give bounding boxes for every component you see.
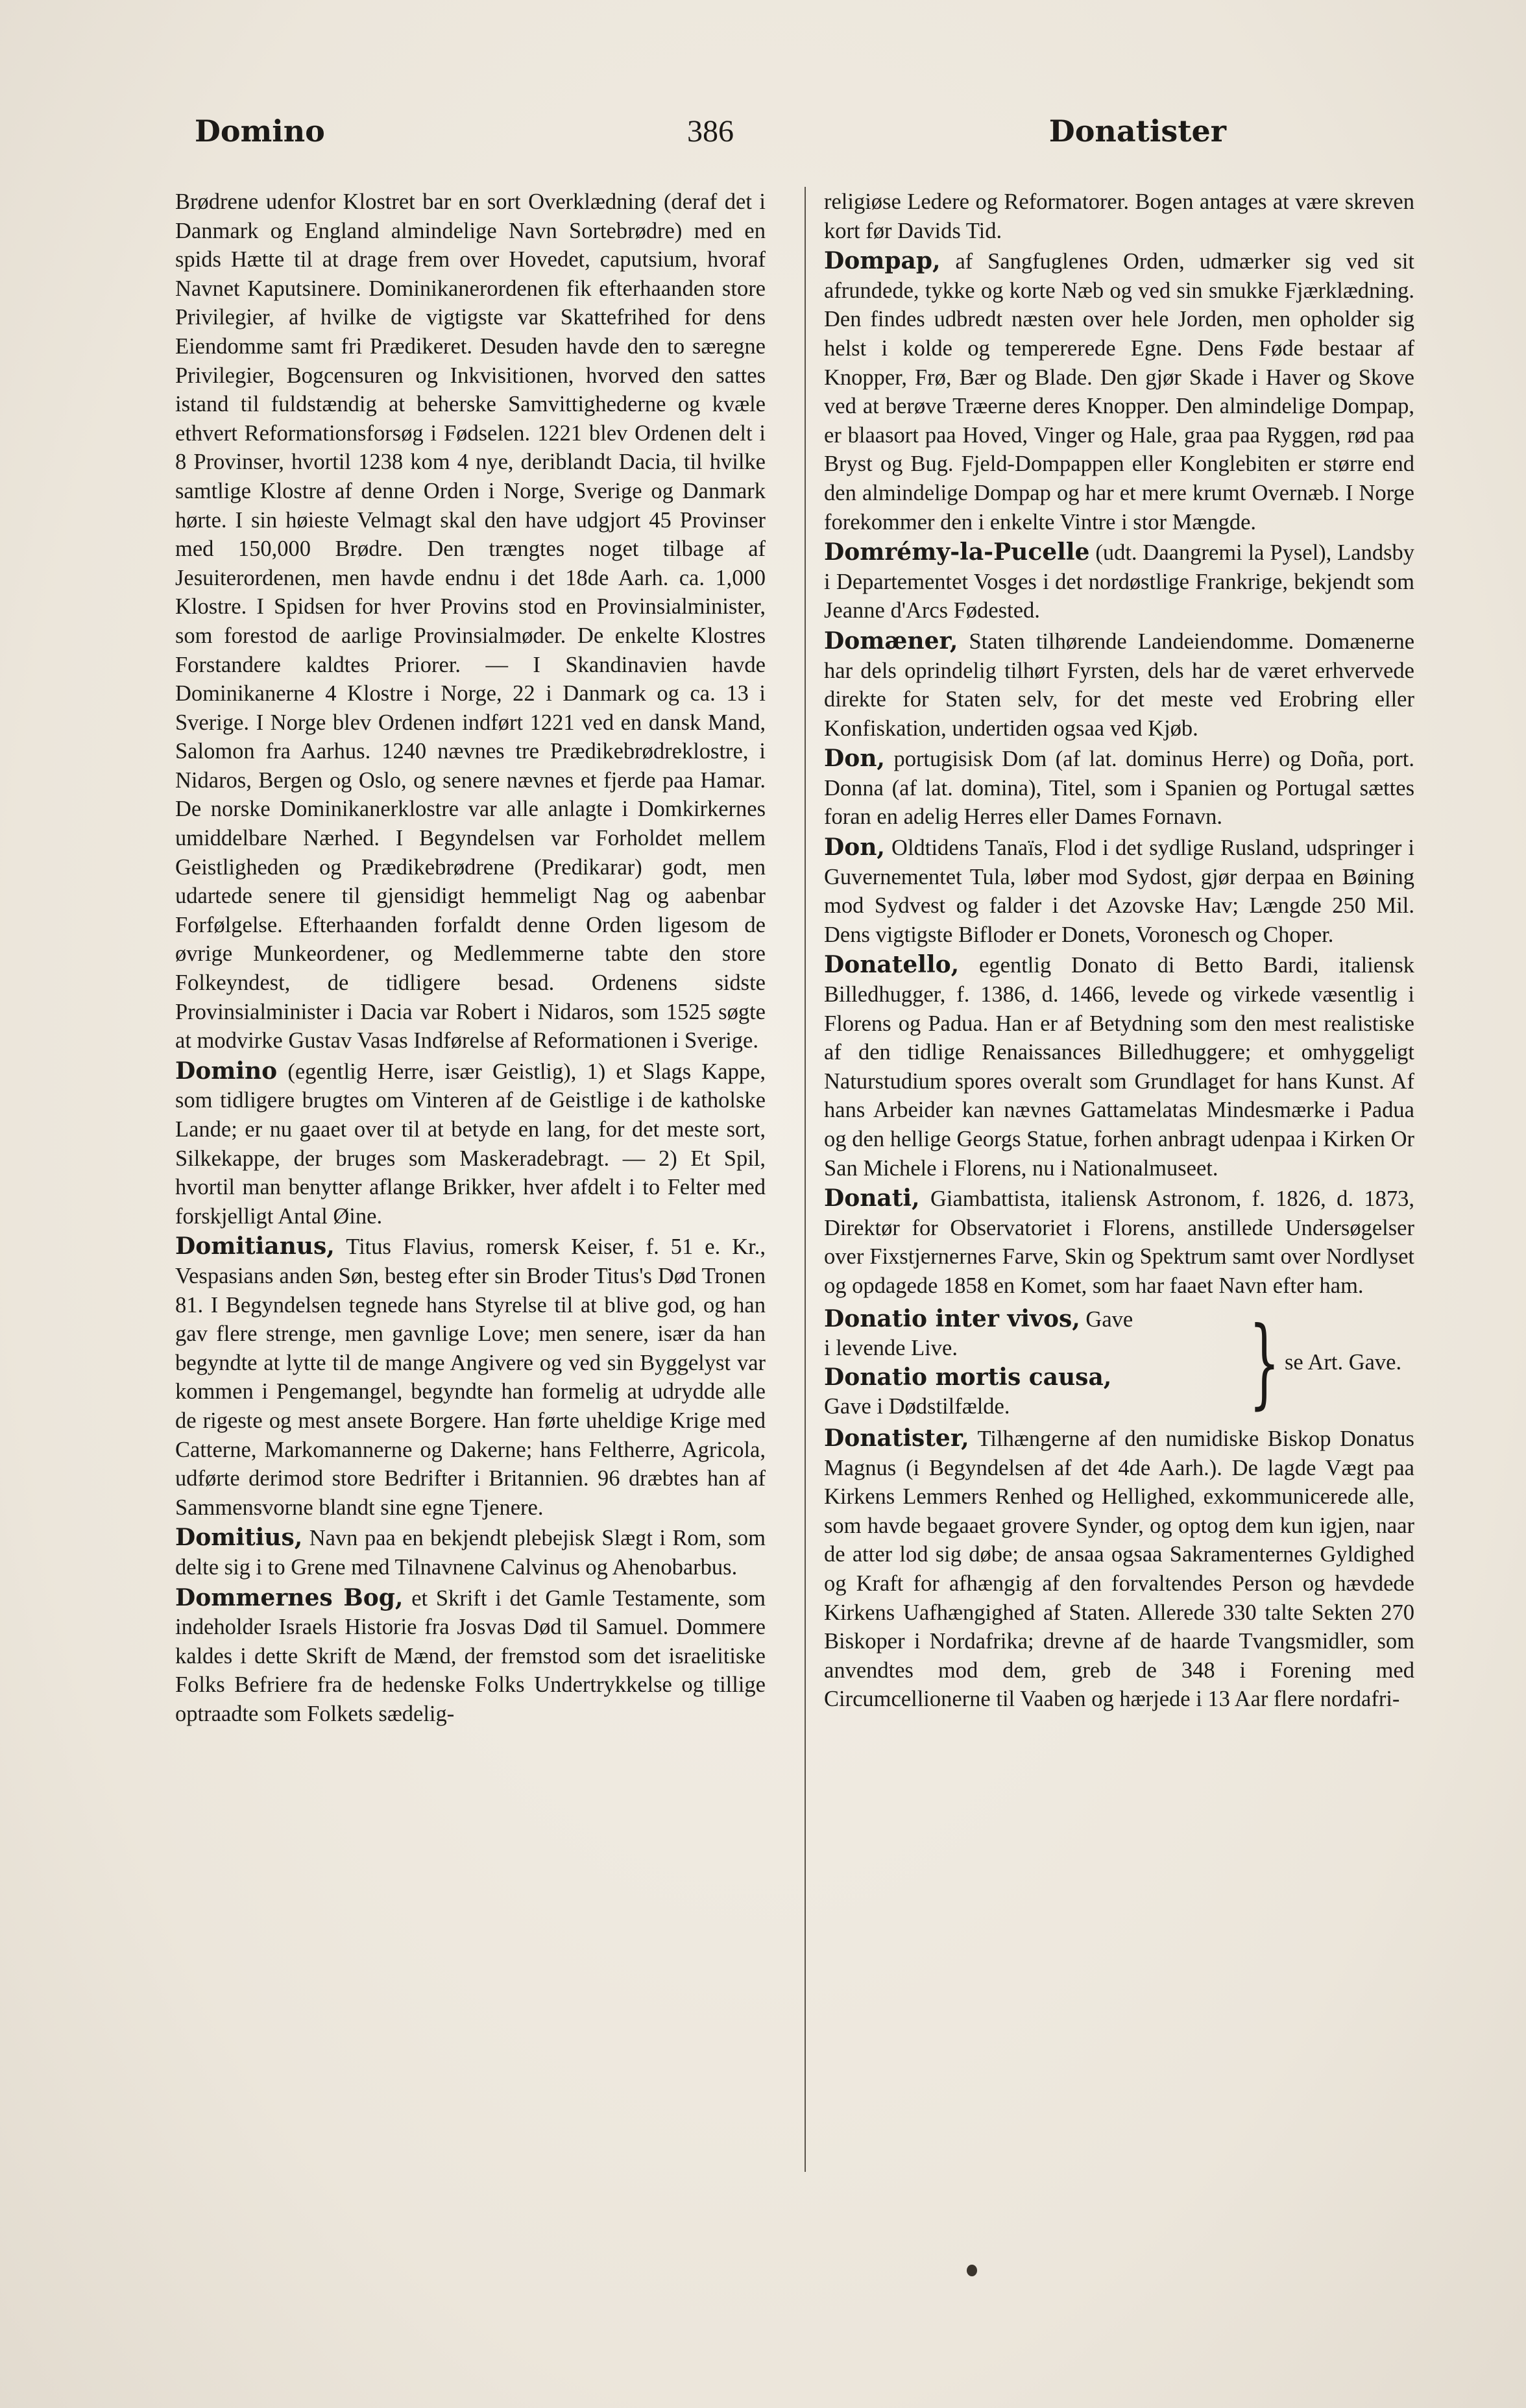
cross-reference-group <box>824 1305 1414 1421</box>
entry-headword: Donatister, <box>824 1424 969 1452</box>
entry-headword: Don, <box>824 834 885 861</box>
entry-text: Oldtidens Tanaïs, Flod i det sydlige Rusland, udspringer i Guvernementet Tula, løber mod Sydost, gjør derpaa en Bøining mod Sydvest og falder i det Azovske Hav; Længde 250 Mil. Dens vigtigste Bifloder er Donets, Voronesch og Choper. <box>824 836 1414 947</box>
entry-headword: Domæner, <box>824 627 958 655</box>
header-right-headword: Donatister <box>1048 114 1226 149</box>
entry-text: et Skrift i det Gamle Testamente, som indeholder Israels Historie fra Josvas Død til Samuel. Dommere kaldes i dette Skrift de Mænd, der fremstod som det israelitiske Folks Befriere fra de hedenske Folks Undertrykkelse og tillige optraadte som Folkets sædelig- <box>175 1585 766 1726</box>
entry-donatello <box>824 950 1414 1183</box>
entry-text: (egentlig Herre, især Geistlig), 1) et Slags Kappe, som tidligere brugtes om Vinteren af de Geistlige i de katholske Lande; er nu gaaet over til at betyde en lang, for det meste sort, Silkekappe, der bruges som Maskeradebragt. — 2) Et Spil, hvortil man benytter aflange Brikker, hver afdelt i to Felter med forskjelligt Antal Øine. <box>175 1059 766 1229</box>
entry-headword: Dommernes Bog, <box>175 1583 404 1611</box>
entry-headword: Don, <box>824 745 885 773</box>
ref-headword: Donatio mortis causa, <box>824 1363 1112 1391</box>
cross-reference-line <box>824 1363 1239 1393</box>
entry-text: portugisisk Dom (af lat. dominus Herre) og Doña, port. Donna (af lat. domina), Titel, som i Spanien og Portugal sættes foran en adelig Herres eller Dames Fornavn. <box>824 747 1414 830</box>
cross-reference-lines <box>824 1305 1239 1421</box>
entry-headword: Domrémy-la-Pucelle <box>824 538 1090 566</box>
ref-gloss: Gave <box>1085 1306 1133 1332</box>
entry-donati <box>824 1184 1414 1300</box>
right-column <box>824 187 1414 2198</box>
entry-text: religiøse Ledere og Reformatorer. Bogen antages at være skreven kort før Davids Tid. <box>824 189 1414 243</box>
entry-text: Navn paa en bekjendt plebejisk Slægt i Rom, som delte sig i to Grene med Tilnavnene Calvinus og Ahenobarbus. <box>175 1526 766 1580</box>
cross-reference-line: Gave i Dødstilfælde. <box>824 1394 1010 1419</box>
entry-dommernes-bog <box>175 1583 766 1729</box>
entry-continuation <box>175 187 766 1055</box>
entry-domino <box>175 1057 766 1231</box>
entry-headword: Donatello, <box>824 951 960 979</box>
entry-dompap <box>824 247 1414 536</box>
ink-spot <box>967 2265 977 2276</box>
entry-donatister <box>824 1424 1414 1714</box>
left-column <box>175 187 766 2198</box>
entry-text: af Sangfuglenes Orden, udmærker sig ved sit afrundede, tykke og korte Næb og ved sin smukke Fjærklædning. Den findes udbredt næsten over hele Jorden, men opholder sig helst i kolde og tempererede Egne. Dens Føde bestaar af Knopper, Frø, Bær og Blade. Den gjør Skade i Haver og Skove ved at berøve Træerne deres Knopper. Den almindelige Dompap, er blaasort paa Hoved, Vinger og Hale, graa paa Ryggen, rød paa Bryst og Bug. Fjeld-Dompappen eller Konglebiten er større end den almindelige Dompap og har et mere krumt Overnæb. I Norge forekommer den i enkelte Vintre i stor Mængde. <box>824 249 1414 535</box>
page-number: 386 <box>687 114 734 149</box>
entry-text: Brødrene udenfor Klostret bar en sort Overklædning (deraf det i Danmark og England almindelige Navn Sortebrødre) med en spids Hætte til at drage frem over Hovedet, caputsium, hvoraf Navnet Kaputsinere. Dominikanerordenen fik efterhaanden store Privilegier, af hvilke de vigtigste var Skattefrihed for dens Eiendomme samt fri Prædikeret. Desuden havde den to særegne Privilegier, Bogcensuren og Inkvisitionen, hvorved den sattes istand til fuldstændig at beherske Samvittighederne og kvæle ethvert Reformationsforsøg i Fødselen. 1221 blev Ordenen delt i 8 Provinser, hvortil 1238 kom 4 nye, deriblandt Dacia, til hvilke samtlige Klostre af denne Orden i Norge, Sverige og Danmark hørte. I sin høieste Velmagt skal den have udgjort 45 Provinser med 150,000 Brødre. Den trængtes noget tilbage af Jesuiterordenen, men havde endnu i det 18de Aarh. ca. 1,000 Klostre. I Spidsen for hver Provins stod en Provinsialminister, som forestod de aarlige Provinsialmøder. De enkelte Klostres Forstandere kaldtes Priorer. — I Skandinavien havde Dominikanerne 4 Klostre i Norge, 22 i Danmark og ca. 13 i Sverige. I Norge blev Ordenen indført 1221 ved en dansk Mand, Salomon fra Aarhus. 1240 nævnes tre Prædikebrødreklostre, i Nidaros, Bergen og Oslo, og senere nævnes et fjerde paa Hamar. De norske Dominikanerklostre var alle anlagte i Domkirkernes umiddelbare Nærhed. I Begyndelsen var Forholdet mellem Geistligheden og Prædikebrødrene (Predikarar) godt, men udartede senere til gjensidigt hemmeligt Nag og aabenbar Forfølgelse. Efterhaanden forfaldt denne Orden ligesom de øvrige Munkeordener, og Medlemmerne tabte den store Folkeyndest, de tidligere besad. Ordenens sidste Provinsialminister i Dacia var Robert i Nidaros, som 1525 søgte at modvirke Gustav Vasas Indførelse af Reformationen i Sverige. <box>175 189 766 1054</box>
brace-glyph: } <box>1249 1306 1280 1419</box>
running-header <box>195 114 1226 159</box>
entry-headword: Donati, <box>824 1185 920 1212</box>
entry-headword: Domitius, <box>175 1524 303 1552</box>
entry-headword: Domino <box>175 1057 278 1085</box>
header-left-headword: Domino <box>195 114 325 149</box>
entry-domaener <box>824 627 1414 743</box>
entry-text: Tilhængerne af den numidiske Biskop Donatus Magnus (i Begyndelsen af det 4de Aarh.). De lagde Vægt paa Kirkens Lemmers Renhed og Hellighed, exkommunicerede alle, som havde begaaet grovere Synder, og optog dem kun igjen, naar de atter lod sig døbe; de ansaa ogsaa Sakramenternes Gyldighed og Kraft for afhængig af den forvaltendes Person og hævdede Kirkens Uafhængighed af Staten. Allerede 330 talte Sekten 270 Biskoper i Nordafrika; drevne af de haarde Tvangsmidler, som anvendtes mod dem, greb de 348 i Forening med Circumcellionerne til Vaaben og hærjede i 13 Aar flere nordafri- <box>824 1426 1414 1712</box>
ref-headword: Donatio inter vivos, <box>824 1305 1080 1332</box>
entry-domitius <box>175 1523 766 1582</box>
entry-continuation <box>824 187 1414 245</box>
entry-text: (udt. Daangremi la Pysel), Landsby i Departementet Vosges i det nordøstlige Frankrige, bekjendt som Jeanne d'Arcs Fødested. <box>824 540 1414 623</box>
entry-text: Giambattista, italiensk Astronom, f. 1826, d. 1873, Direktør for Observatoriet i Florens, anstillede Undersøgelser over Fixstjernernes Farve, Skin og Spektrum samt over Nordlyset og opdagede 1858 en Komet, som har faaet Navn efter ham. <box>824 1186 1414 1298</box>
cross-reference-line: i levende Live. <box>824 1336 958 1361</box>
entry-text: Staten tilhørende Landeiendomme. Domænerne har dels oprindelig tilhørt Fyrsten, dels har de været erhvervede direkte for Staten selv, for det meste ved Erobring eller Konfiskation, undertiden ogsaa ved Kjøb. <box>824 629 1414 741</box>
entry-don-title <box>824 744 1414 832</box>
entry-headword: Domitianus, <box>175 1233 335 1260</box>
entry-text: egentlig Donato di Betto Bardi, italiensk Billedhugger, f. 1386, d. 1466, levede og virkede væsentlig i Florens og Padua. Han er af Betydning som den mest realistiske af den tidlige Renaissances Billedhuggere; et omhyggeligt Naturstudium spores overalt som Grundlaget for hans Kunst. Af hans Arbeider kan nævnes Gattamelatas Mindesmærke i Padua og den hellige Georgs Statue, forhen anbragt udenpaa i Kirken Or San Michele i Florens, nu i Nationalmuseet. <box>824 953 1414 1181</box>
entry-domremy <box>824 538 1414 625</box>
entry-text: Titus Flavius, romersk Keiser, f. 51 e. Kr., Vespasians anden Søn, besteg efter sin Broder Titus's Død Tronen 81. I Begyndelsen tegnede hans Styrelse til at blive god, og han gav flere strenge, men gavnlige Love; men senere, især da han begyndte at lytte til de mange Angivere og ved sin Byggelyst var kommen i Pengemangel, begyndte han formelig at udrydde alle de rigeste og mest ansete Borgere. Han førte uheldige Krige med Catterne, Markomannerne og Dakerne; hans Feltherre, Agricola, udførte derimod store Bedrifter i Britannien. 96 dræbtes han af Sammensvorne blandt sine egne Tjenere. <box>175 1234 766 1520</box>
entry-headword: Dompap, <box>824 247 941 275</box>
column-divider <box>805 187 806 2172</box>
entry-domitianus <box>175 1232 766 1522</box>
entry-don-river <box>824 833 1414 949</box>
cross-reference-target: se Art. Gave. <box>1285 1350 1402 1375</box>
cross-reference-line <box>824 1305 1239 1334</box>
